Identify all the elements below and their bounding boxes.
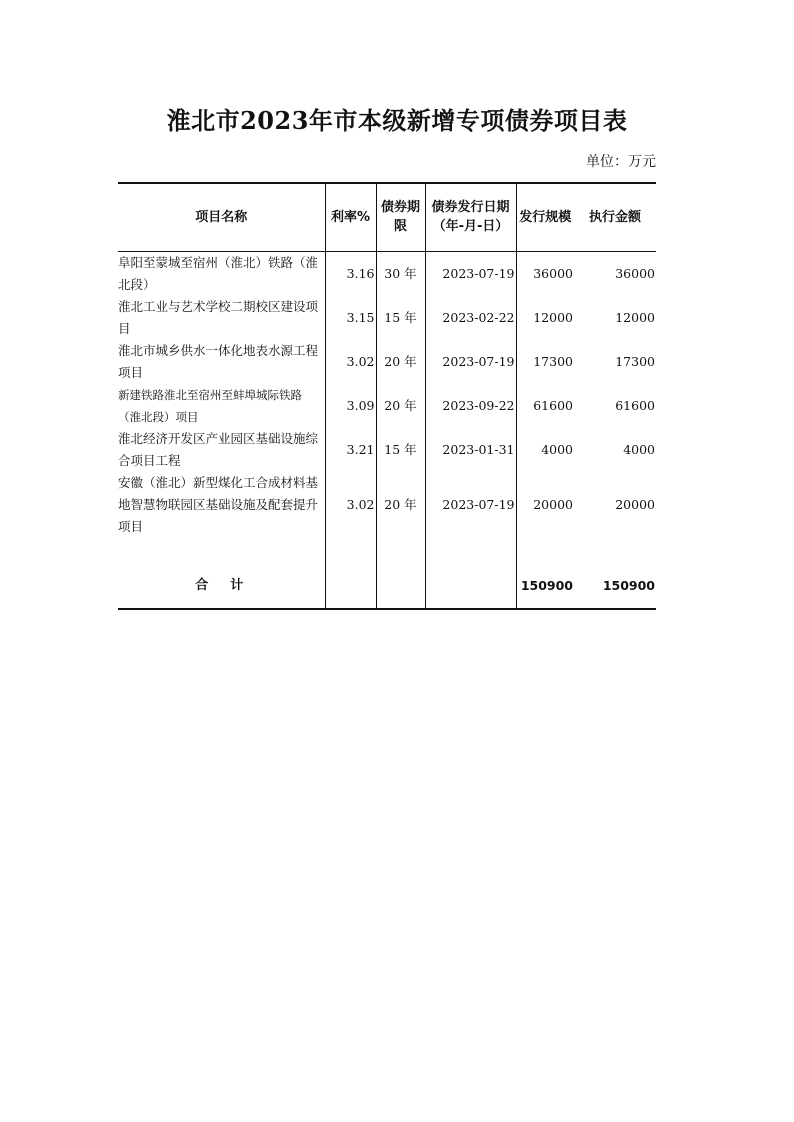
- cell-rate: 3.21: [325, 428, 376, 472]
- spacer-cell: [376, 538, 425, 564]
- cell-term: 20 年: [376, 472, 425, 538]
- cell-rate: 3.02: [325, 472, 376, 538]
- table-row: [118, 251, 656, 296]
- cell-issue-scale: 12000: [516, 296, 574, 340]
- total-empty-cell: [376, 564, 425, 609]
- table-spacer-row: [118, 538, 656, 564]
- total-exec-amount: 150900: [574, 564, 656, 609]
- table-header-row: [118, 183, 656, 251]
- cell-rate: 3.15: [325, 296, 376, 340]
- unit-label: 单位：万元: [586, 154, 656, 170]
- cell-project-name: 阜阳至蒙城至宿州（淮北）铁路（淮北段）: [118, 254, 319, 292]
- header-date-line2: （年-月-日）: [432, 219, 509, 235]
- cell-project-name: 新建铁路淮北至宿州至蚌埠城际铁路（淮北段）项目: [118, 387, 302, 424]
- header-term-line1: 债券期: [380, 200, 420, 216]
- spacer-cell: [425, 538, 516, 564]
- total-label: 合计: [118, 564, 325, 609]
- cell-exec-amount: 12000: [615, 309, 655, 325]
- total-row: [118, 564, 656, 609]
- cell-issue-date: 2023-01-31: [425, 428, 516, 472]
- spacer-cell: [574, 538, 656, 564]
- cell-term: 20 年: [376, 384, 425, 428]
- cell-term: 15 年: [376, 296, 425, 340]
- cell-exec-amount: 20000: [615, 496, 655, 512]
- header-project-name: 项目名称: [118, 183, 325, 251]
- header-rate: 利率%: [325, 183, 376, 251]
- cell-term: 15 年: [376, 428, 425, 472]
- cell-rate: 3.02: [325, 340, 376, 384]
- cell-project-name: 淮北经济开发区产业园区基础设施综合项目工程: [118, 430, 319, 468]
- spacer-cell: [516, 538, 574, 564]
- cell-issue-scale: 36000: [516, 251, 574, 296]
- cell-issue-date: 2023-07-19: [425, 251, 516, 296]
- header-issue-date: [425, 183, 516, 251]
- total-empty-cell: [325, 564, 376, 609]
- table-row: [118, 340, 656, 384]
- cell-issue-scale: 17300: [516, 340, 574, 384]
- table-row: [118, 384, 656, 428]
- cell-issue-date: 2023-07-19: [425, 472, 516, 538]
- cell-term: 20 年: [376, 340, 425, 384]
- cell-project-name: 淮北工业与艺术学校二期校区建设项目: [118, 298, 319, 336]
- spacer-cell: [118, 538, 325, 564]
- table-row: [118, 472, 656, 538]
- cell-exec-amount: 17300: [615, 353, 655, 369]
- cell-issue-date: 2023-02-22: [425, 296, 516, 340]
- cell-issue-scale: 61600: [516, 384, 574, 428]
- cell-issue-scale: 20000: [516, 472, 574, 538]
- header-date-line1: 债券发行日期: [431, 200, 510, 216]
- cell-issue-date: 2023-07-19: [425, 340, 516, 384]
- total-empty-cell: [425, 564, 516, 609]
- cell-issue-scale: 4000: [516, 428, 574, 472]
- cell-rate: 3.09: [325, 384, 376, 428]
- cell-rate: 3.16: [325, 251, 376, 296]
- cell-exec-amount: 4000: [623, 441, 655, 457]
- bond-project-table: [118, 182, 656, 610]
- spacer-cell: [325, 538, 376, 564]
- header-exec-amount: 执行金额: [574, 183, 656, 251]
- header-term-line2: 限: [393, 219, 407, 235]
- header-issue-scale: 发行规模: [516, 183, 574, 251]
- cell-project-name: 淮北市城乡供水一体化地表水源工程项目: [118, 342, 319, 380]
- cell-exec-amount: 61600: [615, 397, 655, 413]
- cell-issue-date: 2023-09-22: [425, 384, 516, 428]
- total-issue-scale: 150900: [516, 564, 574, 609]
- header-term: [376, 183, 425, 251]
- cell-term: 30 年: [376, 251, 425, 296]
- cell-exec-amount: 36000: [615, 265, 655, 281]
- cell-project-name: 安徽（淮北）新型煤化工合成材料基地智慧物联园区基础设施及配套提升项目: [118, 474, 319, 534]
- page-title: 淮北市2023年市本级新增专项债券项目表: [166, 106, 628, 135]
- table-row: [118, 428, 656, 472]
- table-row: [118, 296, 656, 340]
